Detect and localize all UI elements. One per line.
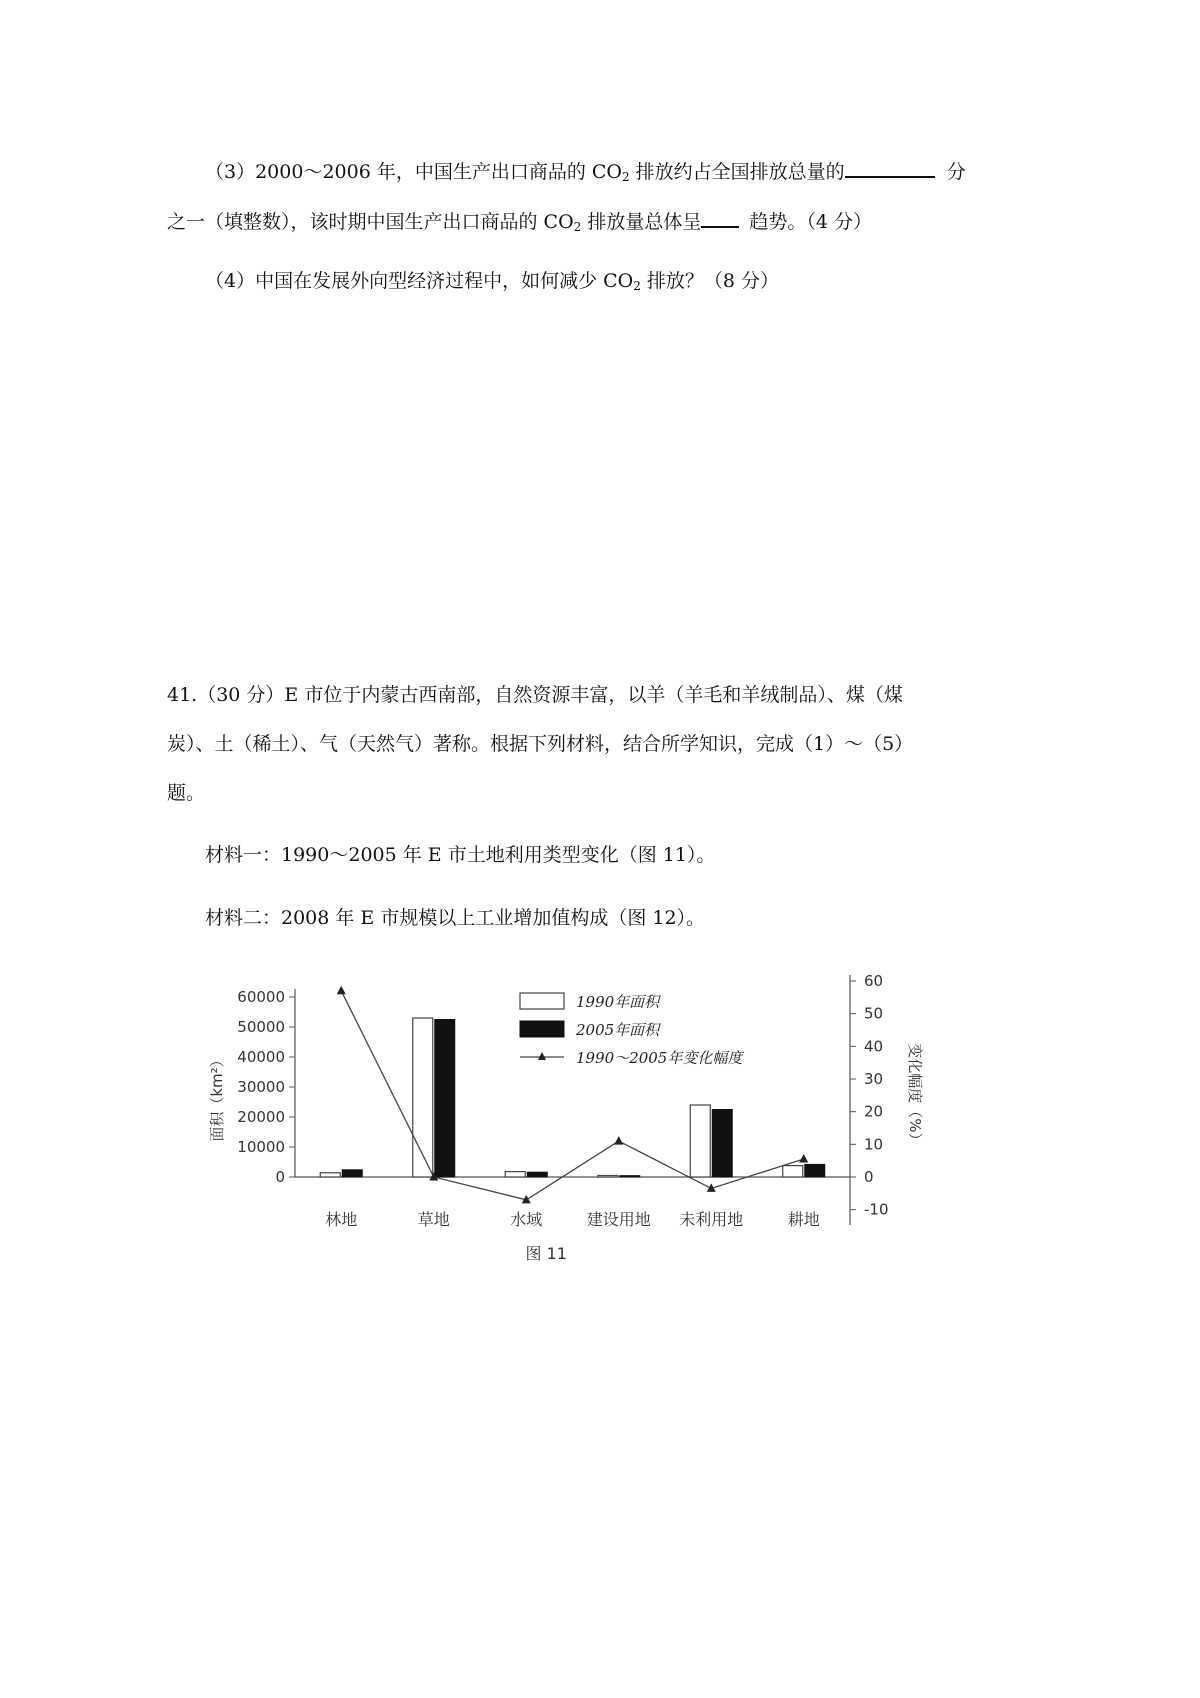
right-tick-label: 30 bbox=[864, 1070, 884, 1088]
legend-swatch-1990 bbox=[520, 993, 564, 1009]
right-tick-label: -10 bbox=[864, 1200, 889, 1219]
q3-text-c: 分 bbox=[946, 161, 966, 183]
q3-text-a: （3）2000～2006 年，中国生产出口商品的 CO bbox=[205, 161, 622, 183]
q3-answer-blank-1[interactable] bbox=[845, 158, 935, 178]
legend-swatch-2005 bbox=[520, 1021, 564, 1037]
change-rate-point-5 bbox=[799, 1154, 808, 1163]
left-axis-title: 面积（km²） bbox=[208, 1052, 226, 1142]
q3-text-d: 之一（填整数），该时期中国生产出口商品的 CO bbox=[167, 211, 574, 233]
q3-line-1 bbox=[205, 158, 966, 190]
bar-1990-4 bbox=[690, 1105, 710, 1177]
bar-1990-1 bbox=[413, 1018, 433, 1177]
bar-1990-3 bbox=[598, 1176, 618, 1178]
category-label: 耕地 bbox=[787, 1210, 820, 1229]
left-tick-label: 40000 bbox=[237, 1048, 285, 1066]
legend-label-1990: 1990年面积 bbox=[576, 993, 660, 1011]
q3-sub-1: 2 bbox=[622, 170, 630, 184]
right-tick-label: 0 bbox=[864, 1168, 874, 1186]
right-tick-label: 40 bbox=[864, 1037, 884, 1056]
bar-2005-4 bbox=[712, 1110, 732, 1178]
bar-1990-0 bbox=[320, 1173, 340, 1177]
q3-text-f: 趋势。（4 分） bbox=[749, 211, 872, 233]
bar-1990-5 bbox=[783, 1166, 803, 1177]
q4-line bbox=[205, 268, 779, 299]
bar-2005-3 bbox=[620, 1176, 640, 1177]
legend-marker-change bbox=[538, 1052, 546, 1060]
right-tick-label: 60 bbox=[864, 975, 884, 990]
bar-2005-2 bbox=[527, 1172, 547, 1177]
bar-2005-0 bbox=[342, 1170, 362, 1177]
right-axis-title: 变化幅度（%） bbox=[906, 1043, 924, 1148]
bar-2005-1 bbox=[435, 1020, 455, 1178]
change-rate-line bbox=[341, 991, 804, 1200]
category-label: 未利用地 bbox=[679, 1210, 744, 1229]
chart-svg bbox=[200, 975, 1080, 1360]
category-label: 草地 bbox=[417, 1210, 450, 1229]
q3-sub-2: 2 bbox=[573, 220, 582, 234]
left-tick-label: 50000 bbox=[237, 1018, 285, 1036]
right-tick-label: 20 bbox=[864, 1102, 884, 1121]
bar-1990-2 bbox=[505, 1172, 525, 1177]
figure-11-chart bbox=[200, 975, 1080, 1360]
category-label: 建设用地 bbox=[586, 1210, 651, 1229]
q4-text-b: 排放？（8 分） bbox=[640, 270, 780, 292]
q41-line-3: 题。 bbox=[167, 782, 206, 804]
q4-sub: 2 bbox=[633, 279, 641, 293]
material-1: 材料一：1990～2005 年 E 市土地利用类型变化（图 11）。 bbox=[205, 844, 716, 866]
category-label: 林地 bbox=[325, 1210, 358, 1229]
q41-line-1: 41.（30 分）E 市位于内蒙古西南部，自然资源丰富，以羊（羊毛和羊绒制品）、煤（煤 bbox=[167, 684, 903, 706]
change-rate-point-0 bbox=[337, 986, 346, 995]
left-tick-label: 20000 bbox=[237, 1108, 285, 1126]
q4-text-a: （4）中国在发展外向型经济过程中，如何减少 CO bbox=[205, 270, 634, 292]
change-rate-point-3 bbox=[614, 1136, 623, 1145]
bar-2005-5 bbox=[805, 1164, 825, 1177]
q3-line-2 bbox=[167, 208, 872, 240]
left-tick-label: 0 bbox=[275, 1168, 285, 1186]
right-tick-label: 10 bbox=[864, 1135, 884, 1154]
q3-text-e: 排放量总体呈 bbox=[581, 211, 702, 233]
left-tick-label: 10000 bbox=[237, 1138, 285, 1156]
q3-answer-blank-2[interactable] bbox=[701, 208, 739, 228]
material-2: 材料二：2008 年 E 市规模以上工业增加值构成（图 12）。 bbox=[205, 907, 706, 929]
left-tick-label: 30000 bbox=[237, 1078, 285, 1096]
figure-caption: 图 11 bbox=[525, 1244, 567, 1263]
legend-label-2005: 2005年面积 bbox=[576, 1021, 660, 1039]
category-label: 水域 bbox=[510, 1210, 543, 1229]
q3-text-b: 排放约占全国排放总量的 bbox=[629, 161, 845, 183]
left-tick-label: 60000 bbox=[237, 988, 285, 1006]
right-tick-label: 50 bbox=[864, 1004, 884, 1023]
q41-line-2: 炭）、土（稀土）、气（天然气）著称。根据下列材料，结合所学知识，完成（1）～（5） bbox=[167, 733, 914, 755]
legend-label-change: 1990～2005年变化幅度 bbox=[576, 1049, 743, 1067]
